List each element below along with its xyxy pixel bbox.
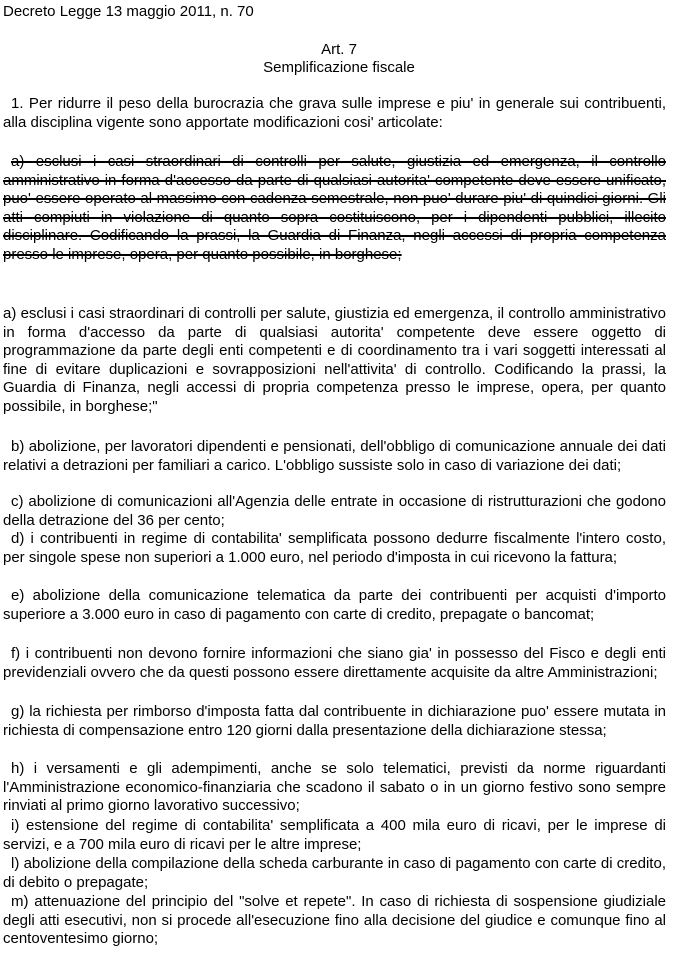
item-h: h) i versamenti e gli adempimenti, anche se solo telematici, previsti da norme riguardanti l'Amministrazione economico-finanziaria che scadono il sabato o in un giorno festivo sono sempre rinviati al primo giorno lavorativo successivo; [3, 760, 666, 815]
article-title: Semplificazione fiscale [263, 59, 415, 76]
item-e: e) abolizione della comunicazione telematica da parte dei contribuenti per acquisti d'importo superiore a 3.000 euro in caso di pagamento con carte di credito, prepagate o bancomat; [3, 587, 666, 623]
article-number: Art. 7 [321, 41, 357, 58]
item-l: l) abolizione della compilazione della scheda carburante in caso di pagamento con carte di credito, di debito o prepagate; [3, 855, 666, 891]
item-m: m) attenuazione del principio del "solve et repete". In caso di richiesta di sospensione giudiziale degli atti esecutivi, non si procede all'esecuzione fino alla decisione del giudice e comunque fino al centoventesimo giorno; [3, 893, 666, 948]
item-g: g) la richiesta per rimborso d'imposta fatta dal contribuente in dichiarazione puo' essere mutata in richiesta di compensazione entro 120 giorni dalla presentazione della dichiarazione stessa; [3, 703, 666, 739]
deleted-item-a: a) esclusi i casi straordinari di controlli per salute, giustizia ed emergenza, il controllo amministrativo in forma d'accesso da parte di qualsiasi autorita' competente deve essere unificato, puo' essere operato al massimo con cadenza semestrale, non puo' durare piu' di quindici giorni. Gli atti compiuti in violazione di quanto sopra costituiscono, per i dipendenti pubblici, illecito disciplinare. Codificando la prassi, la Guardia di Finanza, negli accessi di propria competenza presso le imprese, opera, per quanto possibile, in borghese; [3, 153, 666, 263]
item-b: b) abolizione, per lavoratori dipendenti e pensionati, dell'obbligo di comunicazione annuale dei dati relativi a detrazioni per familiari a carico. L'obbligo sussiste solo in caso di variazione dei dati; [3, 438, 666, 474]
item-c: c) abolizione di comunicazioni all'Agenzia delle entrate in occasione di ristrutturazioni che godono della detrazione del 36 per cento; [3, 493, 666, 529]
item-d: d) i contribuenti in regime di contabilita' semplificata possono dedurre fiscalmente l'intero costo, per singole spese non superiori a 1.000 euro, nel periodo d'imposta in cui ricevono la fattura; [3, 530, 666, 566]
new-item-a: a) esclusi i casi straordinari di controlli per salute, giustizia ed emergenza, il controllo amministrativo in forma d'accesso da parte di qualsiasi autorita' competente deve essere oggetto di programmazione da parte degli enti competenti e di coordinamento tra i vari soggetti interessati al fine di evitare duplicazioni e sovrapposizioni nell'attivita' di controllo. Codificando la prassi, la Guardia di Finanza, negli accessi di propria competenza presso le imprese, opera, per quanto possibile, in borghese;" [3, 305, 666, 415]
intro-paragraph: 1. Per ridurre il peso della burocrazia che grava sulle imprese e piu' in generale sui contribuenti, alla disciplina vigente sono apportate modificazioni cosi' articolate: [3, 95, 666, 131]
item-f: f) i contribuenti non devono fornire informazioni che siano gia' in possesso del Fisco e degli enti previdenziali ovvero che da questi possono essere direttamente acquisite da altre Amministrazioni; [3, 645, 666, 681]
item-i: i) estensione del regime di contabilita' semplificata a 400 mila euro di ricavi, per le imprese di servizi, e a 700 mila euro di ricavi per le altre imprese; [3, 817, 666, 853]
document-header: Decreto Legge 13 maggio 2011, n. 70 [3, 3, 254, 20]
